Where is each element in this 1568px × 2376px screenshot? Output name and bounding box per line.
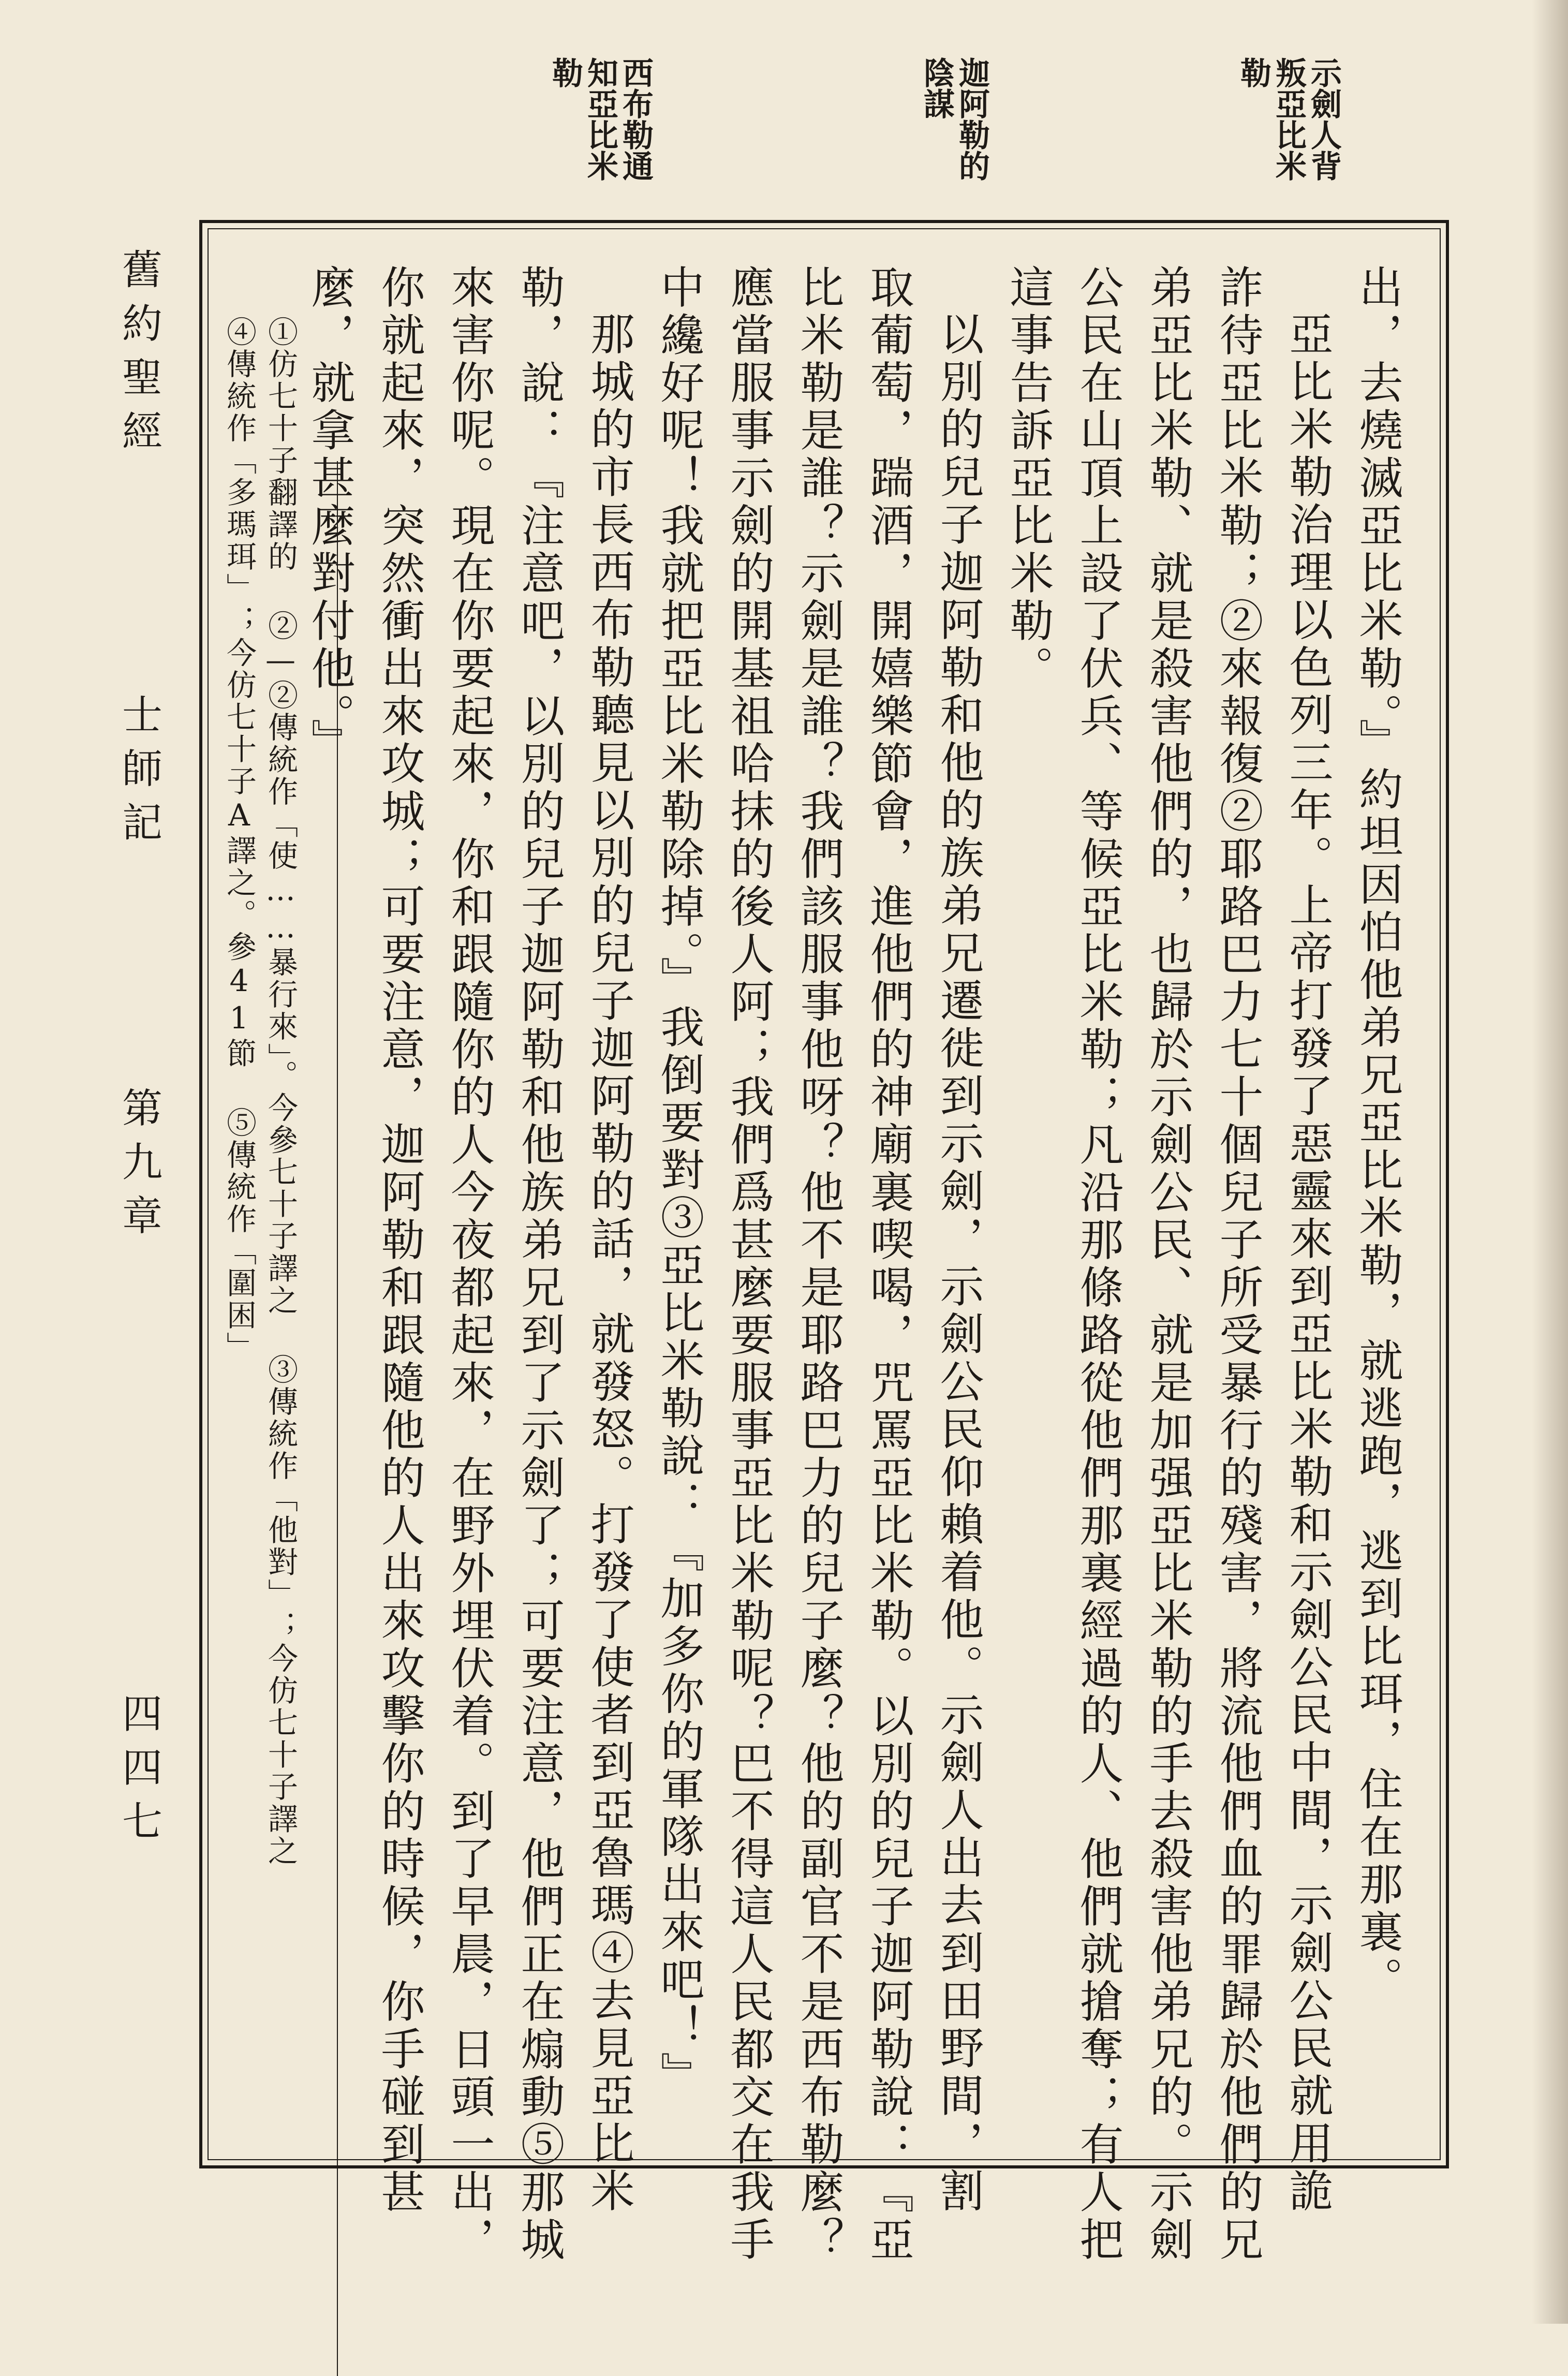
margin-note-zebul-report (538, 57, 652, 212)
text-column: 那城的市長西布勒聽見以別的兒子迦阿勒的話，就發怒。打發了使者到亞魯瑪④去見亞比米 (583, 311, 634, 2216)
text-column: 中纔好呢！我就把亞比米勒除掉。』我倒要對③亞比米勒說：『加多你的軍隊出來吧！』 (653, 264, 704, 2100)
text-column: 出，去燒滅亞比米勒。』約坦因怕他弟兄亞比米勒，就逃跑，逃到比珥，住在那裏。 (1352, 264, 1403, 2004)
text-column: 麼，就拿甚麼對付他。』 (304, 264, 355, 766)
text-column: 比米勒是誰？示劍是誰？我們該服事他呀？他不是耶路巴力的兒子麼？他的副官不是西布勒麼？ (793, 264, 844, 2264)
page-number: 四四七 (115, 1692, 162, 1854)
book-title: 舊約聖經 (115, 248, 162, 464)
margin-note-line: 示劍人背 (1306, 57, 1342, 181)
text-column: 公民在山頂上設了伏兵、等候亞比米勒；凡沿那條路從他們那裏經過的人、他們就搶奪；有人把 (1072, 264, 1123, 2264)
margin-note-line: 迦阿勒的 (954, 57, 990, 181)
footnote-line: ①仿七十子翻譯的 ②—②傳統作「使……暴行來」。今參七十子譯之 ③傳統作「他對」；今仿七十子譯之 (263, 316, 298, 1867)
margin-note-line: 勒 (1235, 57, 1271, 88)
text-column: 弟亞比米勒、就是殺害他們的，也歸於示劍公民、就是加强亞比米勒的手去殺害他弟兄的。示劍 (1142, 264, 1193, 2264)
margin-note-line: 知亞比米 (582, 57, 618, 181)
text-column: 你就起來，突然衝出來攻城；可要注意，迦阿勒和跟隨他的人出來攻擊你的時候，你手碰到甚 (374, 264, 425, 2217)
footnote-divider (337, 461, 338, 2376)
text-column: 以別的兒子迦阿勒和他的族弟兄遷徙到示劍，示劍公民仰賴着他。示劍人出去到田野間，割 (933, 311, 984, 2216)
text-column: 詐待亞比米勒；②來報復②耶路巴力七十個兒子所受暴行的殘害，將流他們血的罪歸於他們的兄 (1212, 264, 1263, 2264)
text-column: 取葡萄，踹酒，開嬉樂節會，進他們的神廟裏喫喝，咒罵亞比米勒。以別的兒子迦阿勒說：『亞 (863, 264, 914, 2264)
text-column: 亞比米勒治理以色列三年。上帝打發了惡靈來到亞比米勒和示劍公民中間，示劍公民就用詭 (1282, 311, 1333, 2216)
margin-note-shechem-betrayal (1237, 57, 1340, 212)
margin-note-gaal-plot (916, 57, 988, 212)
text-column: 來害你呢。現在你要起來，你和跟隨你的人今夜都起來，在野外埋伏着。到了早晨，日頭一出， (443, 264, 495, 2264)
text-column: 勒，說：『注意吧，以別的兒子迦阿勒和他族弟兄到了示劍了；可要注意，他們正在煽動⑤那城 (513, 264, 565, 2264)
chapter-label: 第九章 (115, 1087, 162, 1248)
margin-note-line: 勒 (547, 57, 583, 88)
running-header (103, 248, 160, 1905)
text-column: 應當服事示劍的開基祖哈抹的後人阿；我們爲甚麼要服事亞比米勒呢？巴不得這人民都交在我手 (723, 264, 774, 2264)
margin-note-line: 陰謀 (919, 57, 955, 119)
margin-note-line: 西布勒通 (617, 57, 654, 181)
text-frame (199, 220, 1449, 2264)
text-column: 這事告訴亞比米勒。 (1002, 264, 1054, 693)
book-name: 士師記 (115, 693, 162, 855)
footnote-line: ④傳統作「多瑪珥」；今仿七十子A譯之。參41節 ⑤傳統作「圍困」 (221, 316, 257, 1364)
page-edge-shadow (1532, 0, 1568, 2324)
margin-note-line: 叛亞比米 (1270, 57, 1307, 181)
